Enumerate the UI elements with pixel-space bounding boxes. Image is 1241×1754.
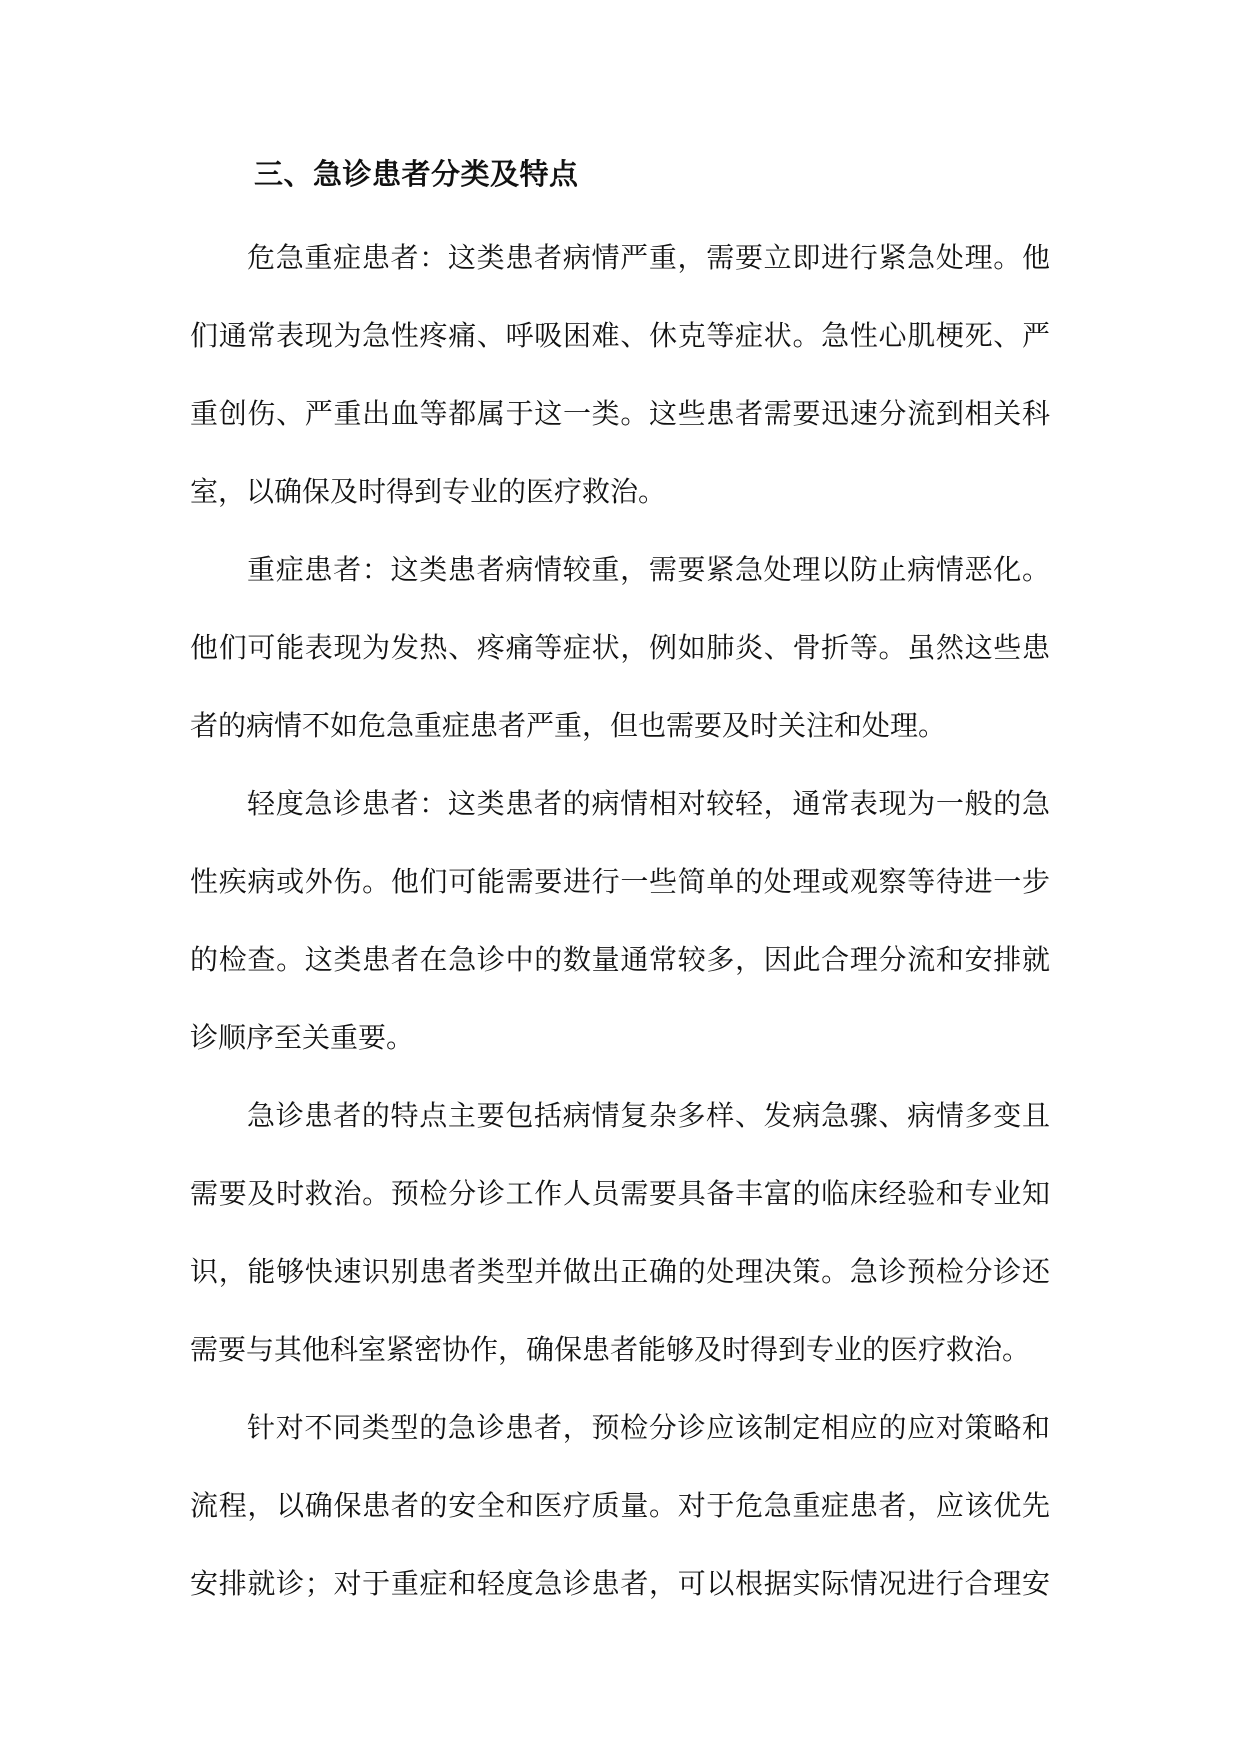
paragraph-2-line-3: 者的病情不如危急重症患者严重，但也需要及时关注和处理。 [190,709,947,742]
paragraph-3-line-1: 轻度急诊患者：这类患者的病情相对较轻，通常表现为一般的急 [247,787,1050,820]
paragraph-3-line-2: 性疾病或外伤。他们可能需要进行一些简单的处理或观察等待进一步 [190,865,1050,898]
paragraph-4-line-2: 需要及时救治。预检分诊工作人员需要具备丰富的临床经验和专业知 [190,1177,1050,1210]
paragraph-1-line-3: 重创伤、严重出血等都属于这一类。这些患者需要迅速分流到相关科 [190,397,1050,430]
paragraph-5-line-1: 针对不同类型的急诊患者，预检分诊应该制定相应的应对策略和 [247,1411,1050,1444]
paragraph-5-line-2: 流程，以确保患者的安全和医疗质量。对于危急重症患者，应该优先 [190,1489,1050,1522]
paragraph-3-line-4: 诊顺序至关重要。 [190,1021,415,1054]
paragraph-5-line-3: 安排就诊；对于重症和轻度急诊患者，可以根据实际情况进行合理安 [190,1567,1050,1600]
section-heading: 三、急诊患者分类及特点 [254,157,579,191]
paragraph-4-line-3: 识，能够快速识别患者类型并做出正确的处理决策。急诊预检分诊还 [190,1255,1050,1288]
paragraph-4-line-4: 需要与其他科室紧密协作，确保患者能够及时得到专业的医疗救治。 [190,1333,1031,1366]
paragraph-2-line-2: 他们可能表现为发热、疼痛等症状，例如肺炎、骨折等。虽然这些患 [190,631,1050,664]
paragraph-1-line-2: 们通常表现为急性疼痛、呼吸困难、休克等症状。急性心肌梗死、严 [190,319,1050,352]
paragraph-2-line-1: 重症患者：这类患者病情较重，需要紧急处理以防止病情恶化。 [247,553,1050,586]
paragraph-1-line-1: 危急重症患者：这类患者病情严重，需要立即进行紧急处理。他 [247,241,1050,274]
paragraph-1-line-4: 室，以确保及时得到专业的医疗救治。 [190,475,667,508]
paragraph-4-line-1: 急诊患者的特点主要包括病情复杂多样、发病急骤、病情多变且 [247,1099,1050,1132]
paragraph-3-line-3: 的检查。这类患者在急诊中的数量通常较多，因此合理分流和安排就 [190,943,1050,976]
